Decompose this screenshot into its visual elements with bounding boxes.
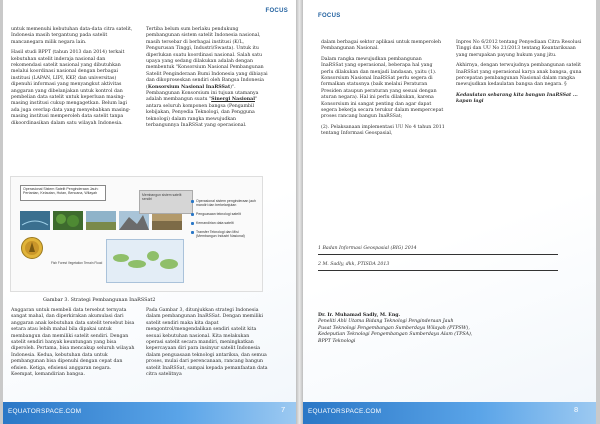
left-column-top	[11, 27, 135, 131]
paragraph: dalam berbagai sektor aplikasi untuk memperoleh Pembangunan Nasional.	[321, 40, 441, 52]
figure-bullet: Penguasaan teknologi satelit	[191, 212, 257, 216]
footnote: 2 M. Sadly, dkk, PTISDA 2013	[318, 262, 390, 267]
right-page-column-2	[456, 40, 584, 110]
paragraph: Anggaran untuk membeli data tersebut ternyata sangat mahal, dan diperkirakan akumulasi dari anggaran anak kebutuhan data satelit tersebut bisa setara atau lebih mahal bila dipakai untuk membangun dan memiliki satelit sendiri. Dengan satelit sendiri banyak keuntungan yang bisa diperoleh. Pertama, bisa mencakup seluruh wilayah Indonesia. Kedua, kebutuhan data untuk pembangunan bisa dipenuhi dengan cepat dan efisien. Ketiga, efisiensi anggaran negara. Keempat, kemandirian bangsa.	[11, 308, 135, 378]
right-column-bottom	[146, 308, 268, 382]
author-line: BPPT Teknologi	[318, 338, 356, 344]
page-number-left: 7	[281, 405, 286, 414]
right-column-top	[146, 27, 268, 134]
figure-caption: Gambar 3. Strategi Pembangunan InaRSSat2	[43, 297, 156, 303]
strategy-figure	[10, 176, 263, 292]
section-header-right: FOCUS	[318, 13, 341, 19]
left-column-bottom	[11, 308, 135, 382]
figure-gray-box: Membangun sistem satelit sendiri	[139, 190, 193, 214]
paragraph: untuk memenuhi kebutuhan data-data citra satelit, Indonesia masih tergantung pada satelit mancanegara milik negara lain.	[11, 27, 133, 45]
section-header-left: FOCUS	[265, 8, 288, 14]
divider	[318, 254, 558, 255]
forest-image	[53, 211, 83, 230]
right-page-column-1	[321, 40, 445, 142]
figure-bullet: Transfer Teknologi dan Misi (Membangun Industri Nasional)	[191, 230, 257, 238]
paragraph: Tertiba belum sum berlaku pendukung pembangunan sistem satelit Indonesia nasional, masih tersebar di berbagai institusi (K/L, Pengurusan Tinggi, Industri/Swasta). Untuk itu diperlukan suatu koordinasi nasional. Salah satu upaya yang sedang dilakukan adalah dengan membentuk "Konsorsium Nasional Pembangunan Satelit Penginderaan Bumi Indonesia yang dibiayai dan dikoproseskan sendiri oleh Bangsa Indonesia (Konsorsium Nasional InaRSSat)". Pembangunan Konsorsium ini tujuan utamanya adalah membangun suatu "Sinergi Nasional" antara seluruh komponen bangsa (Pengambil kebijakan, Penyedia Teknologi, dan Pengguna teknologi) dalam rangka mewujudkan terbangunnya InaRSSat yang operasional.	[146, 27, 268, 129]
paragraph: Hasil studi BPPT (tahun 2013 dan 2014) terkait kebutuhan satelit inderaja nasional dan rekomendasi satelit nasional yang dibutuhkan melalui koordinasi nasional dengan berbagai institusi (LAPAN, LIPI, KKP, dan universitas) dipenuhi informasi yang menyangkut aktivitas anggaran yang dibelanjakan untuk kontrol dan pembelian data satelit untuk keperluan masing-masing institusi cukup mengagetkan. Belum lagi ada juga overlap data yang menyebabkan masing-masing institusi memperoleh data satelit tanpa dikoordinasikan dalam satu wilayah Indonesia.	[11, 50, 131, 126]
footer-bar-left	[3, 402, 296, 424]
paragraph: Dalam rangka mewujudkan pembangunan InaRSSat yang operasional, beberapa hal yang perlu dilakukan dan menjadi landasan, yaitu (1). Konsorsium Nasional InaRSSat perlu segera di formalkan statusnya (baik melalui Peraturan Presiden ataupun peraturan yang sesuai dengan aturan negara). Hal ini perlu dilakukan, karena Konsorsium ini sangat penting dan agar dapat segera bekerja secara terukur dalam mempercepat proses rancang bangun InaRSSat;	[321, 56, 444, 120]
figure-image-labels: Fish Forest Vegetation Terrain Flood	[51, 261, 103, 265]
figure-bullets	[191, 199, 257, 244]
paragraph: Inpres No 6/2012 tentang Penyediaan Citra Resolusi Tinggi dan UU No 21/2013 tentang Keantariksaan yang merupakan payung hukum yang jitu.	[456, 40, 582, 58]
author-signature	[318, 313, 472, 345]
author-name: Dr. Ir. Muhamad Sadly, M. Eng.	[318, 313, 401, 318]
page-number-right: 8	[574, 405, 579, 414]
emblem-icon	[21, 237, 43, 259]
footnote: 1 Badan Informasi Geospasial (BIG) 2014	[318, 246, 417, 251]
closing-statement: Kedaulatan sebarang kita bangun InaRSSat ... kapan lagi	[456, 92, 578, 105]
fish-image	[20, 211, 50, 230]
divider	[318, 270, 558, 271]
author-line: Kedeputian Teknologi Pengembangan Sumberdaya Alam (TPSA),	[318, 332, 473, 338]
paragraph: (2). Pelaksanaan implementasi UU No 4 tahun 2011 tentang Informasi Geospasial,	[321, 124, 445, 137]
page-left	[3, 0, 296, 424]
figure-bullet: Kemandirian data satelit	[191, 221, 257, 225]
vegetation-image	[86, 211, 116, 230]
author-line: Pusat Teknologi Pengembangan Sumberdaya Wilayah (PTPSW),	[318, 325, 470, 331]
page-right	[303, 0, 596, 424]
figure-bullet: Operasional sistem penginderaan jauh mandiri dan berkelanjutan	[191, 199, 257, 207]
paragraph: Pada Gambar 3, ditunjukkan strategi Indonesia dalam pembangunan InaRSSat. Dengan memiliki satelit sendiri maka kita dapat mengontrol/mengendalikan sendiri satelit kita sesuai kebutuhan nasional. Kita melakukan operasi satelit secara mandiri, meningkatkan kepercayaan diri para insinyur satelit Indonesia dalam penguasaan teknologi antariksa, dan semua proses, mulai dari perencanaan, rancang bangun satelit InaRSSat, sampai kepada pemanfaatan data citra satelitnya	[146, 308, 268, 378]
author-line: Peneliti Ahli Utama Bidang Teknologi Penginderaan Jauh	[318, 319, 454, 325]
page-gutter	[296, 0, 303, 424]
footer-bar-right	[303, 402, 596, 424]
site-url-right: EQUATORSPACE.COM	[308, 408, 382, 415]
paragraph: Akhirnya, dengan terwujudnya pembangunan satelit InaRSSat yang operasional karya anak bangsa, guna percepatan pembangunan Nasional dalam rangka mewujudkan kedaulatan bangsa dan negara. §	[456, 63, 582, 88]
figure-title-box: Operasional Sistem Satelit Penginderaan Jauh: Pertanian, Kelautan, Hutan, Bencana, Wilayah	[20, 185, 106, 201]
site-url-left: EQUATORSPACE.COM	[8, 408, 82, 415]
